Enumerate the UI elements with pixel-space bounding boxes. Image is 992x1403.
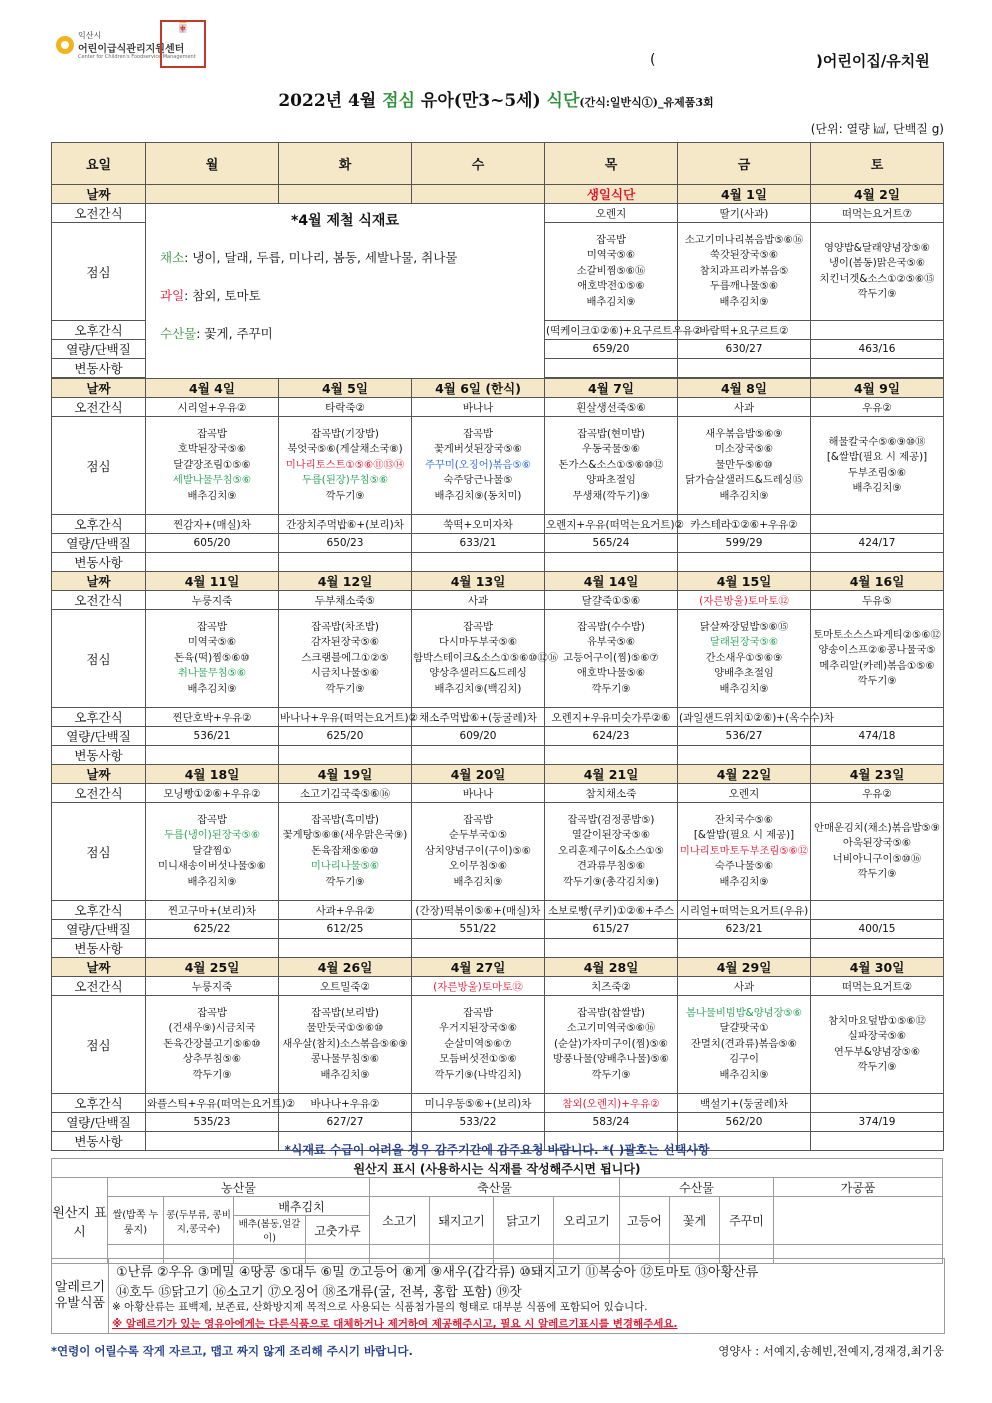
lunch-cell: 참치마요덮밥①⑤⑥⑫ 실파장국⑤⑥ 연두부&양념장⑤⑥ 깍두기⑨	[811, 996, 944, 1094]
lunch-cell: 토마토소스스파게티②⑤⑥⑫ 양송이스프②⑥콩나물국⑤ 메추리알(카레)볶음①⑤⑥ 깍두기⑨	[811, 610, 944, 708]
lunch-cell: 잡곡밥(현미밥) 우동국물⑤⑥ 돈가스&소스①⑤⑥⑩⑫ 양파초절임 무생채(깍두기)⑨	[545, 417, 678, 515]
am-snack-row: 오전간식 시리얼+우유② 타락죽② 바나나 흰살생선죽⑤⑥ 사과 우유②	[52, 398, 944, 417]
lunch-cell: 소고기미나리볶음밥⑤⑥⑯ 쑥갓된장국⑤⑥ 참치과프리카볶음⑤ 두릅깨나물⑤⑥ 배추김치⑨	[678, 223, 811, 321]
change-row: 변동사항	[52, 746, 944, 765]
institution-label: )어린이집/유치원	[816, 52, 930, 70]
weekday-header: 요일 월 화 수 목 금 토	[52, 143, 944, 185]
date-row: 날짜 4월 18일 4월 19일 4월 20일 4월 21일 4월 22일 4월 23일	[52, 765, 944, 784]
kcal-row: 열량/단백질 659/20 630/27 463/16	[52, 340, 944, 359]
date-row: 날짜 4월 25일 4월 26일 4월 27일 4월 28일 4월 29일 4월 30일	[52, 958, 944, 977]
lunch-cell: 잡곡밥(흑미밥) 꽃게탕⑤⑥⑧(새우맑은국⑨) 돈육잡채⑤⑥⑩ 미나리나물⑤⑥ 깍두기⑨	[279, 803, 412, 901]
page-header	[0, 0, 992, 142]
lunch-cell: 잡곡밥 (건새우⑨)시금치국 돈육간장불고기⑤⑥⑩ 상추무침⑤⑥ 깍두기⑨	[146, 996, 279, 1094]
change-row: 변동사항	[52, 359, 944, 378]
lunch-cell: 잡곡밥 미역국⑤⑥ 돈육(떡)찜⑤⑥⑩ 취나물무침⑤⑥ 배추김치⑨	[146, 610, 279, 708]
lunch-cell: 잡곡밥 두릅(냉이)된장국⑤⑥ 달걀찜① 미니새송이버섯나물⑤⑥ 배추김치⑨	[146, 803, 279, 901]
lunch-cell: 잡곡밥(검정콩밥⑤) 열갈이된장국⑤⑥ 오리훈제구이&소스①⑤ 견과류무침⑤⑥ 깍두기⑨(총각김치⑨)	[545, 803, 678, 901]
am-snack-row: 오전간식 누룽지죽 두부채소죽⑤ 사과 달걀죽①⑤⑥ (자른방울)토마토⑫ 두유⑤	[52, 591, 944, 610]
allergy-note: ※ 아황산류는 표백제, 보존료, 산화방지제 목적으로 사용되는 식품첨가물의 형태로 대부분 식품에 포함되어 있습니다.	[112, 1301, 648, 1313]
lunch-cell: 잡곡밥 꽃게버섯된장국⑤⑥ 주꾸미(오징어)볶음⑤⑥ 숙주당근나물⑤ 배추김치⑨(동치미)	[412, 417, 545, 515]
lunch-cell: 잡곡밥(기장밥) 북엇국⑤⑥(게살채소국⑧) 미나리토스트①⑤⑥⑪⑬⑭ 두릅(된장)무침⑤⑥ 깍두기⑨	[279, 417, 412, 515]
allergy-list-2: ⑭호두 ⑮닭고기 ⑯소고기 ⑰오징어 ⑱조개류(굴, 전복, 홍합 포함) ⑲잣	[116, 1285, 522, 1300]
lunch-cell: 새우볶음밥⑤⑥⑨ 미소장국⑤⑥ 물만두⑤⑥⑩ 닭가슴살샐러드&드레싱⑮ 배추김치⑨	[678, 417, 811, 515]
lunch-cell: 잡곡밥(차조밥) 감자된장국⑤⑥ 스크램블에그①②⑤ 시금치나물⑤⑥ 깍두기⑨	[279, 610, 412, 708]
am-snack-row: 오전간식 누룽지죽 오트밀죽② (자른방울)토마토⑫ 치즈죽② 사과 떠먹는요거트②	[52, 977, 944, 996]
lunch-cell: 잡곡밥(보리밥) 물만둣국①⑤⑥⑩ 새우살(참치)소스볶음⑤⑥⑨ 콩나물무침⑤⑥ 배추김치⑨	[279, 996, 412, 1094]
lunch-cell: 해물칼국수⑤⑥⑨⑩⑱ [&쌀밥(필요 시 제공)] 두부조림⑤⑥ 배추김치⑨	[811, 417, 944, 515]
lunch-cell: 잡곡밥 다시마두부국⑤⑥ 함박스테이크&소스①⑤⑥⑩⑫⑯ 양상추샐러드&드레싱 배추김치⑨(백김치)	[412, 610, 545, 708]
date-row: 날짜 4월 11일 4월 12일 4월 13일 4월 14일 4월 15일 4월 16일	[52, 572, 944, 591]
date-row: 날짜 4월 4일 4월 5일 4월 6일 (한식) 4월 7일 4월 8일 4월 9일	[52, 379, 944, 398]
institution-paren: (	[650, 52, 656, 68]
allergy-warning: ※ 알레르기가 있는 영유아에게는 다른식품으로 대체하거나 제거하여 제공해주시고, 필요 시 알레르기표시를 변경해주세요.	[112, 1318, 678, 1330]
kcal-row: 열량/단백질 536/21 625/20 609/20 624/23 536/27 474/18	[52, 727, 944, 746]
logo-line3: Center for Children's Foodservice Management	[78, 54, 196, 60]
cooking-note: *연령이 어릴수록 작게 자르고, 맵고 짜지 않게 조리해 주시기 바랍니다.	[51, 1344, 413, 1358]
logo-line2: 어린이급식관리지원센터	[78, 44, 185, 55]
pm-snack-row: 오후간식 찐감자+(매실)차 간장치주먹밥⑥+(보리)차 쑥떡+오미자차 오렌지+우유(떠먹는요거트)② 카스테라①②⑥+우유②	[52, 515, 944, 534]
lunch-cell: 영양밥&달래양념장⑤⑥ 냉이(봄동)맑은국⑤⑥ 치킨너겟&소스①②⑤⑥⑮ 깍두기⑨	[811, 223, 944, 321]
origin-label: 원산지 표시	[52, 1178, 108, 1264]
change-row: 변동사항	[52, 553, 944, 572]
allergy-label: 알레르기유발식품	[52, 1259, 109, 1333]
lunch-cell: 잡곡밥 호박된장국⑤⑥ 달걀장조림①⑤⑥ 세발나물무침⑤⑥ 배추김치⑨	[146, 417, 279, 515]
lunch-cell: 잔치국수⑤⑥ [&쌀밥(필요 시 제공)] 미나리토마토두부조림⑤⑥⑫ 숙주나물⑤⑥ 배추김치⑨	[678, 803, 811, 901]
logo-mark-icon	[56, 36, 74, 54]
kcal-row: 열량/단백질 605/20 650/23 633/21 565/24 599/29 424/17	[52, 534, 944, 553]
change-row: 변동사항	[52, 939, 944, 958]
date-row: 날짜 생일식단 4월 1일 4월 2일	[52, 185, 944, 204]
origin-title: 원산지 표시 (사용하시는 식재를 작성해주시면 됩니다)	[52, 1159, 943, 1178]
pm-snack-row: 오후간식 와플스틱+우유(떠먹는요거트)② 바나나+우유② 미니우동⑤⑥+(보리)차 참외(오렌지)+우유② 백설기+(둥굴레)차	[52, 1094, 944, 1113]
allergy-legend	[51, 1258, 945, 1334]
allergy-list-1: ①난류 ②우유 ③메밀 ④땅콩 ⑤대두 ⑥밀 ⑦고등어 ⑧게 ⑨새우(갑각류) ⑩돼지고기 ⑪복숭아 ⑫토마토 ⑬아황산류	[116, 1265, 759, 1280]
unit-note: (단위: 열량 ㎉, 단백질 g)	[810, 122, 944, 136]
lunch-row: 점심 잡곡밥 호박된장국⑤⑥ 달걀장조림①⑤⑥ 세발나물무침⑤⑥ 배추김치⑨ 잡곡밥(기장밥) 북엇국⑤⑥(게살채소국⑧) 미나리토스트①⑤⑥⑪⑬⑭ 두릅(된장)무침⑤⑥ 깍두기⑨ 잡곡밥 꽃게버섯된장국⑤⑥ 주꾸미(오징어)볶음⑤⑥ 숙주당근나물⑤ 배추김치⑨(동치미) 잡곡밥(현미밥) 우동국물⑤⑥ 돈가스&소스①⑤⑥⑩⑫ 양파초절임 무생채(깍두기)⑨ 새우볶음밥⑤⑥⑨ 미소장국⑤⑥ 물만두⑤⑥⑩ 닭가슴살샐러드&드레싱⑮ 배추김치⑨ 해물칼국수⑤⑥⑨⑩⑱ [&쌀밥(필요 시 제공)] 두부조림⑤⑥ 배추김치⑨	[52, 417, 944, 515]
origin-table: 원산지 표시 (사용하시는 식재를 작성해주시면 됩니다) 원산지 표시 농산물 축산물 수산물 가공품 쌀(밥쪽 누룽지) 콩(두부류, 콩비지,콩국수) 배추김치 소고기 돼지고기 닭고기 오리고기 고등어 꽃게 주꾸미 배추(봄동,얼갈이) 고춧가루	[51, 1158, 943, 1258]
dietitian-credits: 영양사 : 서예지,송혜빈,전예지,경재경,최기웅	[718, 1344, 944, 1358]
lunch-cell: 잡곡밥 우거지된장국⑤⑥ 순살미역⑤⑥⑦ 모듬버섯전①⑤⑥ 깍두기⑨(나박김치)	[412, 996, 545, 1094]
lunch-cell: 잡곡밥(찹쌀밥) 소고기미역국⑤⑥⑯ (순살)가자미구이(찜)⑤⑥ 방풍나물(양배추나물)⑤⑥ 깍두기⑨	[545, 996, 678, 1094]
pm-snack-row: 오후간식 찐고구마+(보리)차 사과+우유② (간장)떡볶이⑤⑥+(매실)차 소보로빵(쿠키)①②⑥+주스 시리얼+떠먹는요거트(우유)	[52, 901, 944, 920]
lunch-row: 점심 잡곡밥 두릅(냉이)된장국⑤⑥ 달걀찜① 미니새송이버섯나물⑤⑥ 배추김치⑨ 잡곡밥(흑미밥) 꽃게탕⑤⑥⑧(새우맑은국⑨) 돈육잡채⑤⑥⑩ 미나리나물⑤⑥ 깍두기⑨ 잡곡밥 순두부국①⑤ 삼치양념구이(구이)⑤⑥ 오이무침⑤⑥ 배추김치⑨ 잡곡밥(검정콩밥⑤) 열갈이된장국⑤⑥ 오리훈제구이&소스①⑤ 견과류무침⑤⑥ 깍두기⑨(총각김치⑨) 잔치국수⑤⑥ [&쌀밥(필요 시 제공)] 미나리토마토두부조림⑤⑥⑫ 숙주나물⑤⑥ 배추김치⑨ 안매운김치(채소)볶음밥⑤⑨ 아욱된장국⑤⑥ 너비아니구이⑤⑩⑯ 깍두기⑨	[52, 803, 944, 901]
logo-line1: 익산시	[78, 31, 102, 40]
menu-table	[51, 142, 944, 1151]
lunch-row: 점심 잡곡밥 (건새우⑨)시금치국 돈육간장불고기⑤⑥⑩ 상추무침⑤⑥ 깍두기⑨ 잡곡밥(보리밥) 물만둣국①⑤⑥⑩ 새우살(참치)소스볶음⑤⑥⑨ 콩나물무침⑤⑥ 배추김치⑨ 잡곡밥 우거지된장국⑤⑥ 순살미역⑤⑥⑦ 모듬버섯전①⑤⑥ 깍두기⑨(나박김치) 잡곡밥(찹쌀밥) 소고기미역국⑤⑥⑯ (순살)가자미구이(찜)⑤⑥ 방풍나물(양배추나물)⑤⑥ 깍두기⑨ 봄나물비빔밥&양념장⑤⑥ 달걀팟국① 잔멸치(견과류)볶음⑤⑥ 김구이 배추김치⑨ 참치마요덮밥①⑤⑥⑫ 실파장국⑤⑥ 연두부&양념장⑤⑥ 깍두기⑨	[52, 996, 944, 1094]
am-snack-row: 오전간식 모닝빵①②⑥+우유② 소고기김국죽⑤⑥⑯ 바나나 참치채소죽 오렌지 우유②	[52, 784, 944, 803]
lunch-cell: 잡곡밥 순두부국①⑤ 삼치양념구이(구이)⑤⑥ 오이무침⑤⑥ 배추김치⑨	[412, 803, 545, 901]
page-title: 2022년 4월 점심 유아(만3~5세) 식단(간식:일반식①)_유제품3회	[278, 91, 714, 111]
lunch-row: 점심 잡곡밥 미역국⑤⑥ 소갈비찜⑤⑥⑯ 애호박전①⑤⑥ 배추김치⑨ 소고기미나리볶음밥⑤⑥⑯ 쑥갓된장국⑤⑥ 참치과프리카볶음⑤ 두릅깨나물⑤⑥ 배추김치⑨ 영양밥&달래양념장⑤⑥ 냉이(봄동)맑은국⑤⑥ 치킨너겟&소스①②⑤⑥⑮ 깍두기⑨	[52, 223, 944, 321]
lunch-cell: 닭살짜장덮밥⑤⑥⑮ 달래된장국⑤⑥ 간소새우①⑤⑥⑨ 양배추초절임 배추김치⑨	[678, 610, 811, 708]
lunch-row: 점심 잡곡밥 미역국⑤⑥ 돈육(떡)찜⑤⑥⑩ 취나물무침⑤⑥ 배추김치⑨ 잡곡밥(차조밥) 감자된장국⑤⑥ 스크램블에그①②⑤ 시금치나물⑤⑥ 깍두기⑨ 잡곡밥 다시마두부국⑤⑥ 함박스테이크&소스①⑤⑥⑩⑫⑯ 양상추샐러드&드레싱 배추김치⑨(백김치) 잡곡밥(수수밥) 유부국⑤⑥ 고등어구이(찜)⑤⑥⑦ 애호박나물⑤⑥ 깍두기⑨ 닭살짜장덮밥⑤⑥⑮ 달래된장국⑤⑥ 간소새우①⑤⑥⑨ 양배추초절임 배추김치⑨ 토마토소스스파게티②⑤⑥⑫ 양송이스프②⑥콩나물국⑤ 메추리알(카레)볶음①⑤⑥ 깍두기⑨	[52, 610, 944, 708]
lunch-cell: 봄나물비빔밥&양념장⑤⑥ 달걀팟국① 잔멸치(견과류)볶음⑤⑥ 김구이 배추김치⑨	[678, 996, 811, 1094]
lunch-cell: 안매운김치(채소)볶음밥⑤⑨ 아욱된장국⑤⑥ 너비아니구이⑤⑩⑯ 깍두기⑨	[811, 803, 944, 901]
pm-snack-row: 오후간식 (떡케이크①②⑥)+요구르트우유② 바람떡+요구르트②	[52, 321, 944, 340]
change-row: 변동사항	[52, 1132, 944, 1151]
red-seal-icon: 🀄	[160, 20, 206, 68]
am-snack-row: 오전간식 *4월 제철 식재료 채소: 냉이, 달래, 두릅, 미나리, 봄동, 세발나물, 취나물 과일: 참외, 토마토 수산물: 꽃게, 주꾸미 오렌지 딸기(사과) 떠먹는요거트⑦	[52, 204, 944, 223]
supply-caution: *식재료 수급이 어려울 경우 감주기간에 감주요청 바랍니다. *( )괄호는 선택사항	[284, 1143, 710, 1157]
lunch-cell: 잡곡밥 미역국⑤⑥ 소갈비찜⑤⑥⑯ 애호박전①⑤⑥ 배추김치⑨	[545, 223, 678, 321]
seasonal-ingredients-note: *4월 제철 식재료 채소: 냉이, 달래, 두릅, 미나리, 봄동, 세발나물, 취나물 과일: 참외, 토마토 수산물: 꽃게, 주꾸미	[146, 204, 545, 379]
lunch-cell: 잡곡밥(수수밥) 유부국⑤⑥ 고등어구이(찜)⑤⑥⑦ 애호박나물⑤⑥ 깍두기⑨	[545, 610, 678, 708]
kcal-row: 열량/단백질 535/23 627/27 533/22 583/24 562/20 374/19	[52, 1113, 944, 1132]
kcal-row: 열량/단백질 625/22 612/25 551/22 615/27 623/21 400/15	[52, 920, 944, 939]
pm-snack-row: 오후간식 찐단호박+우유② 바나나+우유(떠먹는요거트)② 채소주먹밥⑥+(둥굴레)차 오렌지+우유미숫가루②⑥ (과일샌드위치①②⑥)+(옥수수)차	[52, 708, 944, 727]
